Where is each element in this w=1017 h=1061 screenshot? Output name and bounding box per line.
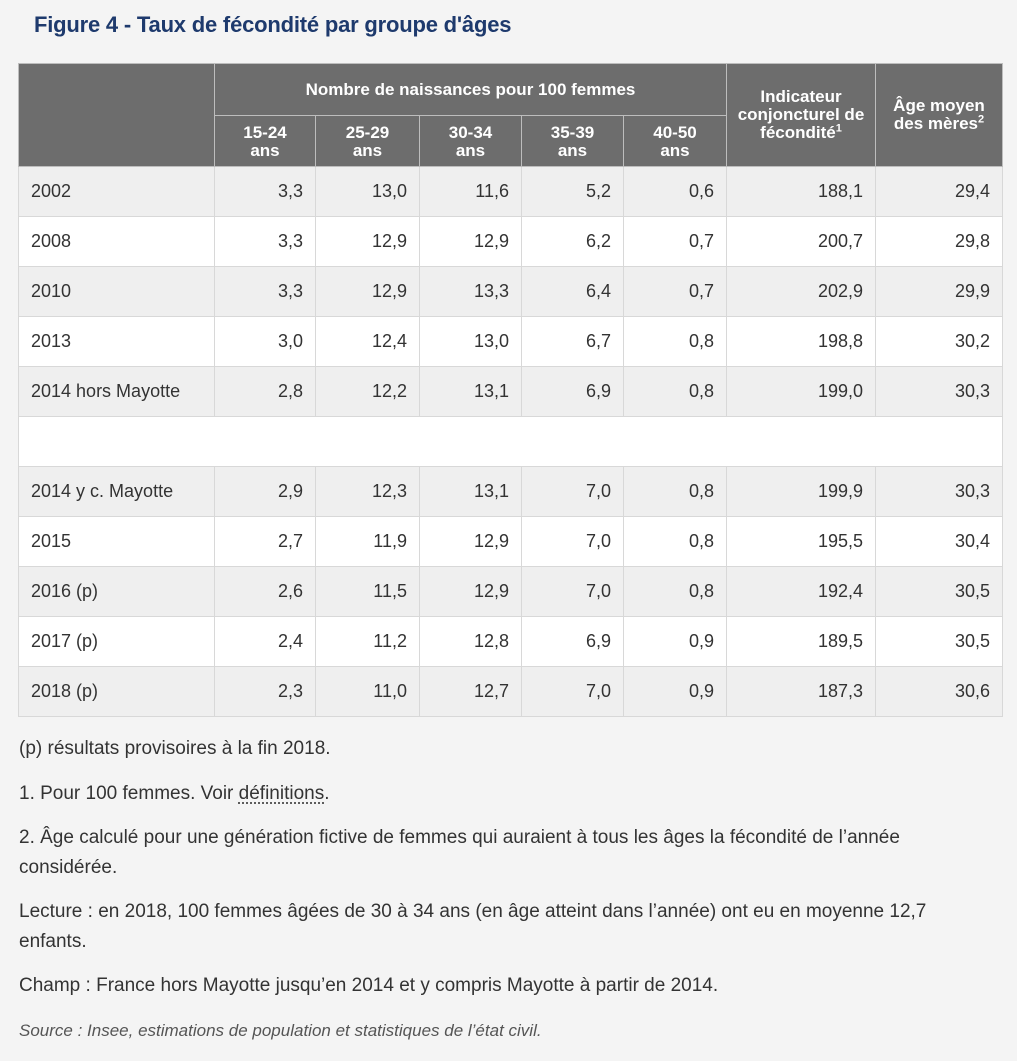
rate-cell: 13,1 bbox=[420, 367, 522, 417]
row-label: 2018 (p) bbox=[19, 667, 215, 717]
rate-cell: 12,4 bbox=[316, 317, 420, 367]
note-reading: Lecture : en 2018, 100 femmes âgées de 30 à 34 ans (en âge atteint dans l’année) ont eu en moyenne 12,7 enfants. bbox=[19, 901, 927, 952]
rate-cell: 0,8 bbox=[624, 367, 727, 417]
header-group: Nombre de naissances pour 100 femmes bbox=[215, 64, 727, 116]
rate-cell: 11,2 bbox=[316, 617, 420, 667]
rate-cell: 12,9 bbox=[316, 267, 420, 317]
spacer-cell bbox=[19, 417, 1003, 467]
mean-age-cell: 30,4 bbox=[876, 517, 1003, 567]
indicator-cell: 195,5 bbox=[727, 517, 876, 567]
row-label: 2016 (p) bbox=[19, 567, 215, 617]
row-label: 2014 hors Mayotte bbox=[19, 367, 215, 417]
table-row bbox=[19, 167, 1003, 217]
row-label: 2002 bbox=[19, 167, 215, 217]
rate-cell: 12,9 bbox=[316, 217, 420, 267]
header-indicator-label: Indicateur conjoncturel de fécondité bbox=[737, 87, 865, 142]
note-2: 2. Âge calculé pour une génération fictive de femmes qui auraient à tous les âges la fécondité de l’année considérée. bbox=[19, 827, 900, 878]
rate-cell: 12,9 bbox=[420, 567, 522, 617]
rate-cell: 0,8 bbox=[624, 467, 727, 517]
rate-cell: 6,4 bbox=[522, 267, 624, 317]
row-label: 2013 bbox=[19, 317, 215, 367]
header-age-group: 25-29 ans bbox=[316, 116, 420, 167]
table-row bbox=[19, 217, 1003, 267]
rate-cell: 6,2 bbox=[522, 217, 624, 267]
header-blank bbox=[19, 64, 215, 167]
rate-cell: 12,9 bbox=[420, 217, 522, 267]
table-row bbox=[19, 517, 1003, 567]
rate-cell: 0,8 bbox=[624, 517, 727, 567]
rate-cell: 12,7 bbox=[420, 667, 522, 717]
note-provisional: (p) résultats provisoires à la fin 2018. bbox=[19, 738, 331, 759]
row-label: 2008 bbox=[19, 217, 215, 267]
rate-cell: 7,0 bbox=[522, 517, 624, 567]
mean-age-cell: 30,5 bbox=[876, 567, 1003, 617]
indicator-cell: 202,9 bbox=[727, 267, 876, 317]
rate-cell: 0,6 bbox=[624, 167, 727, 217]
rate-cell: 2,7 bbox=[215, 517, 316, 567]
rate-cell: 3,0 bbox=[215, 317, 316, 367]
rate-cell: 13,1 bbox=[420, 467, 522, 517]
indicator-cell: 199,0 bbox=[727, 367, 876, 417]
indicator-cell: 198,8 bbox=[727, 317, 876, 367]
rate-cell: 6,9 bbox=[522, 367, 624, 417]
mean-age-cell: 29,9 bbox=[876, 267, 1003, 317]
mean-age-cell: 30,3 bbox=[876, 467, 1003, 517]
rate-cell: 12,3 bbox=[316, 467, 420, 517]
figure-title: Figure 4 - Taux de fécondité par groupe d'âges bbox=[34, 12, 512, 37]
rate-cell: 11,6 bbox=[420, 167, 522, 217]
note-1 bbox=[19, 779, 330, 809]
spacer-row bbox=[19, 417, 1003, 467]
table-row bbox=[19, 467, 1003, 517]
rate-cell: 2,6 bbox=[215, 567, 316, 617]
rate-cell: 13,3 bbox=[420, 267, 522, 317]
rate-cell: 3,3 bbox=[215, 267, 316, 317]
header-indicator bbox=[727, 64, 876, 167]
rate-cell: 7,0 bbox=[522, 567, 624, 617]
rate-cell: 0,9 bbox=[624, 617, 727, 667]
header-age-group: 15-24 ans bbox=[215, 116, 316, 167]
rate-cell: 11,5 bbox=[316, 567, 420, 617]
table-row bbox=[19, 667, 1003, 717]
header-age-group: 40-50 ans bbox=[624, 116, 727, 167]
fertility-table bbox=[18, 63, 1003, 717]
header-age-group: 30-34 ans bbox=[420, 116, 522, 167]
rate-cell: 2,9 bbox=[215, 467, 316, 517]
rate-cell: 7,0 bbox=[522, 467, 624, 517]
note-scope: Champ : France hors Mayotte jusqu’en 2014 et y compris Mayotte à partir de 2014. bbox=[19, 975, 719, 996]
row-label: 2015 bbox=[19, 517, 215, 567]
table-row bbox=[19, 317, 1003, 367]
rate-cell: 5,2 bbox=[522, 167, 624, 217]
header-row bbox=[19, 64, 1003, 116]
mean-age-cell: 29,8 bbox=[876, 217, 1003, 267]
mean-age-cell: 30,2 bbox=[876, 317, 1003, 367]
header-mean-age-label: Âge moyen des mères bbox=[893, 96, 985, 133]
footnote-ref-1: 1 bbox=[835, 122, 842, 135]
rate-cell: 0,8 bbox=[624, 567, 727, 617]
indicator-cell: 189,5 bbox=[727, 617, 876, 667]
rate-cell: 3,3 bbox=[215, 167, 316, 217]
rate-cell: 12,9 bbox=[420, 517, 522, 567]
table-row bbox=[19, 367, 1003, 417]
rate-cell: 0,9 bbox=[624, 667, 727, 717]
table-body bbox=[19, 167, 1003, 717]
note-source: Source : Insee, estimations de population et statistiques de l’état civil. bbox=[19, 1021, 542, 1040]
header-mean-age bbox=[876, 64, 1003, 167]
indicator-cell: 199,9 bbox=[727, 467, 876, 517]
rate-cell: 7,0 bbox=[522, 667, 624, 717]
mean-age-cell: 30,3 bbox=[876, 367, 1003, 417]
rate-cell: 2,4 bbox=[215, 617, 316, 667]
rate-cell: 12,8 bbox=[420, 617, 522, 667]
table-row bbox=[19, 567, 1003, 617]
rate-cell: 13,0 bbox=[420, 317, 522, 367]
mean-age-cell: 30,6 bbox=[876, 667, 1003, 717]
rate-cell: 11,9 bbox=[316, 517, 420, 567]
indicator-cell: 200,7 bbox=[727, 217, 876, 267]
header-age-group: 35-39 ans bbox=[522, 116, 624, 167]
rate-cell: 3,3 bbox=[215, 217, 316, 267]
rate-cell: 0,7 bbox=[624, 267, 727, 317]
mean-age-cell: 30,5 bbox=[876, 617, 1003, 667]
rate-cell: 6,9 bbox=[522, 617, 624, 667]
mean-age-cell: 29,4 bbox=[876, 167, 1003, 217]
table-row bbox=[19, 617, 1003, 667]
indicator-cell: 192,4 bbox=[727, 567, 876, 617]
row-label: 2017 (p) bbox=[19, 617, 215, 667]
rate-cell: 0,7 bbox=[624, 217, 727, 267]
indicator-cell: 187,3 bbox=[727, 667, 876, 717]
note-1-text: 1. Pour 100 femmes. Voir bbox=[19, 783, 239, 804]
rate-cell: 2,8 bbox=[215, 367, 316, 417]
note-1-suffix: . bbox=[324, 783, 330, 804]
rate-cell: 11,0 bbox=[316, 667, 420, 717]
indicator-cell: 188,1 bbox=[727, 167, 876, 217]
rate-cell: 0,8 bbox=[624, 317, 727, 367]
definitions-link[interactable]: définitions bbox=[238, 783, 325, 804]
row-label: 2014 y c. Mayotte bbox=[19, 467, 215, 517]
rate-cell: 6,7 bbox=[522, 317, 624, 367]
rate-cell: 13,0 bbox=[316, 167, 420, 217]
rate-cell: 2,3 bbox=[215, 667, 316, 717]
table-row bbox=[19, 267, 1003, 317]
row-label: 2010 bbox=[19, 267, 215, 317]
footnote-ref-2: 2 bbox=[978, 113, 985, 126]
rate-cell: 12,2 bbox=[316, 367, 420, 417]
